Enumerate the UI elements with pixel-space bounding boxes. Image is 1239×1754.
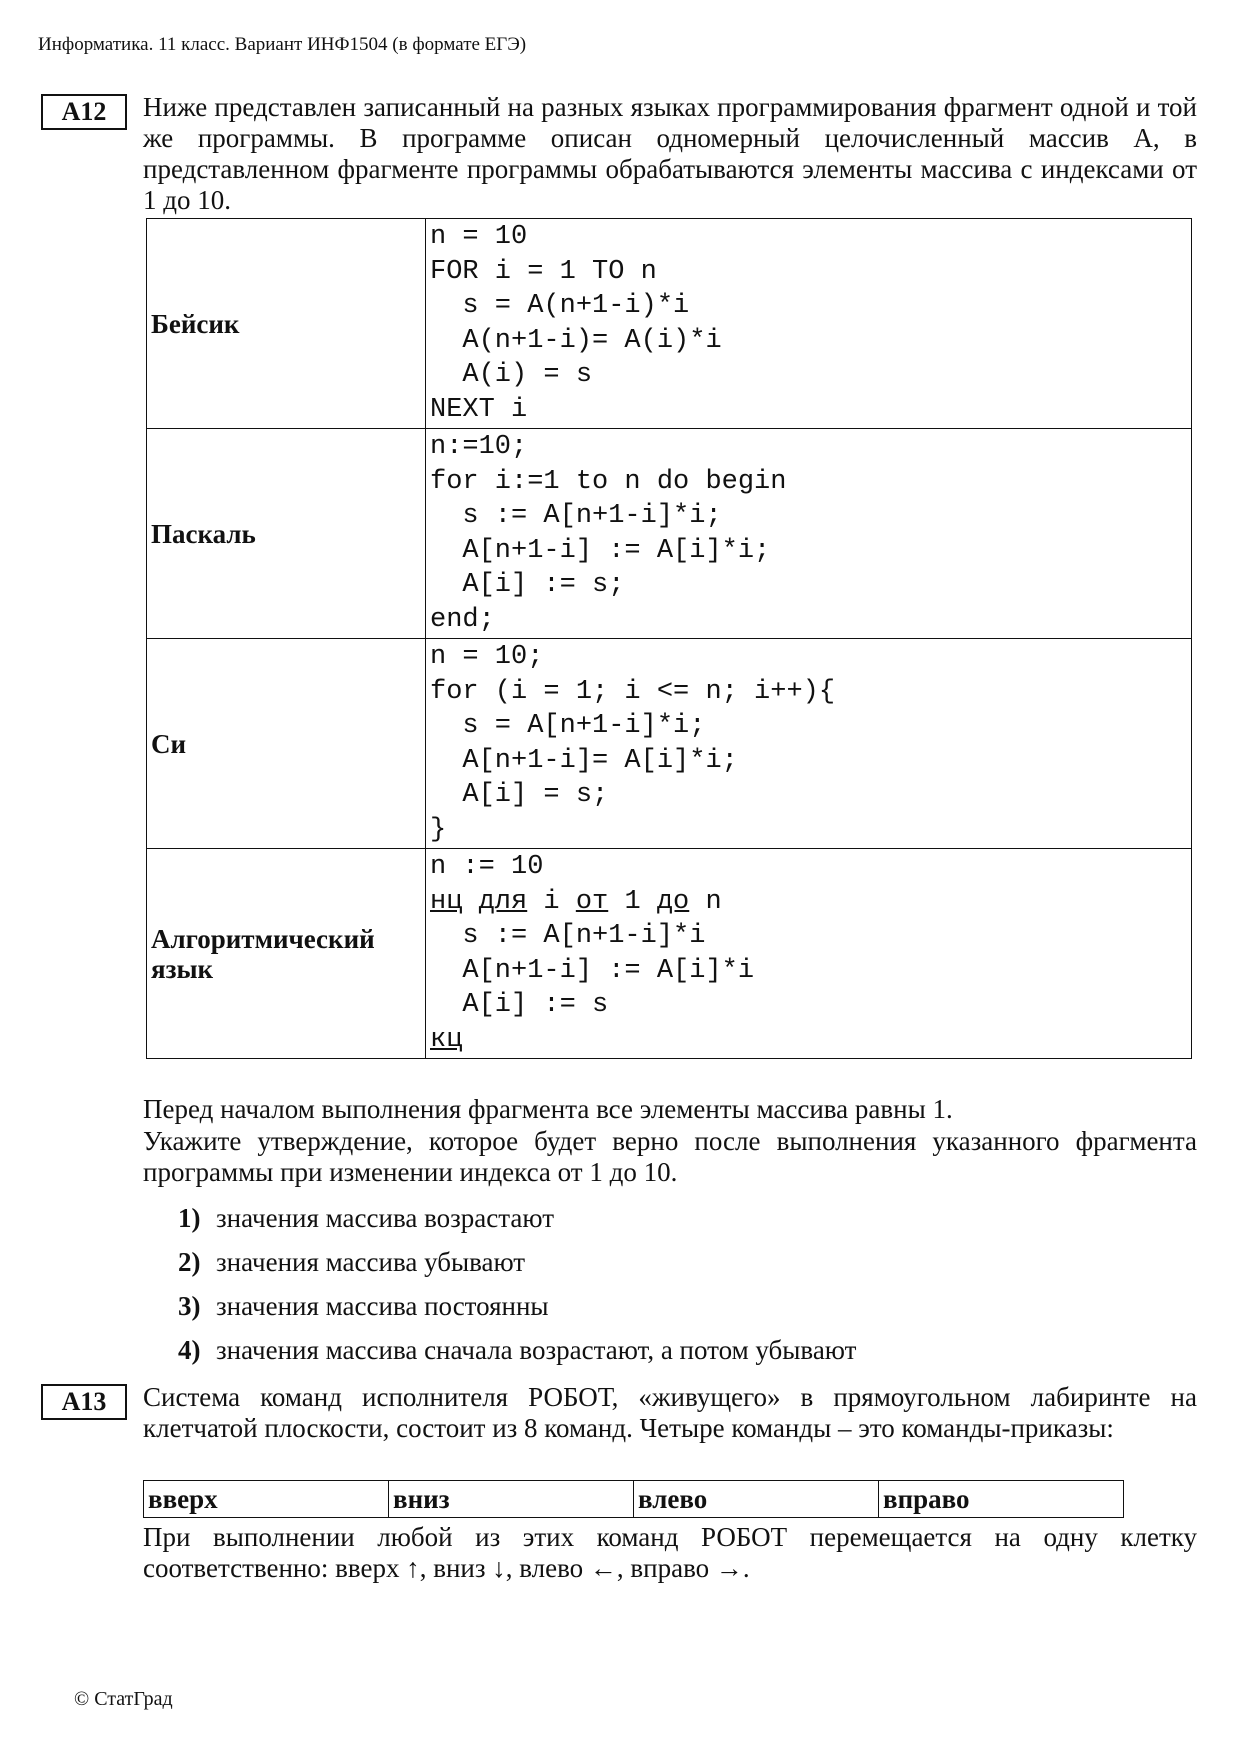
code-line: A[i] := s	[430, 990, 609, 1020]
code-line: n = 10	[430, 222, 528, 252]
option-text: значения массива сначала возрастают, а потом убывают	[216, 1335, 857, 1365]
code-line: for (i = 1; i <= n; i++){	[430, 676, 836, 707]
code-line: A[n+1-i] := A[i]*i;	[430, 535, 771, 566]
code-row-algorithmic	[147, 849, 1192, 1059]
code-line: A[n+1-i] := A[i]*i	[430, 955, 755, 986]
code-line: s := A[n+1-i]*i;	[430, 501, 722, 531]
keyword: от	[575, 886, 609, 917]
option-number: 3)	[178, 1291, 201, 1321]
command-left: влево	[634, 1481, 879, 1518]
command-up: вверх	[144, 1481, 389, 1518]
footer-copyright: © СтатГрад	[74, 1688, 173, 1710]
code-line: FOR i = 1 TO n	[430, 256, 657, 287]
loop-start: 1	[624, 886, 641, 917]
language-label: Бейсик	[147, 219, 426, 429]
keyword: для	[478, 886, 528, 917]
code-block	[426, 219, 1192, 429]
task-a12-intro: Ниже представлен записанный на разных языках программирования фрагмент одной и той же программы. В программе описан одномерный целочисленный массив А, в представленном фрагменте программы обрабатываются элементы массива с индексами от 1 до 10.	[143, 92, 1197, 215]
loop-end: n	[705, 886, 722, 917]
code-line: n := 10	[430, 852, 544, 882]
code-block	[426, 849, 1192, 1059]
task-a12-note: Перед началом выполнения фрагмента все элементы массива равны 1.	[143, 1094, 953, 1124]
code-line: n:=10;	[430, 432, 528, 462]
answer-option	[178, 1196, 856, 1240]
code-line: end;	[430, 604, 495, 635]
option-number: 2)	[178, 1247, 201, 1277]
code-row-pascal	[147, 429, 1192, 639]
option-number: 4)	[178, 1335, 201, 1365]
language-label: Алгоритмический язык	[147, 849, 426, 1059]
code-line: A(i) = s	[430, 360, 593, 390]
code-line: }	[430, 814, 447, 845]
task-a13-after: При выполнении любой из этих команд РОБОТ перемещается на одну клетку соответственно: вверх ↑, вниз ↓, влево ←, вправо →.	[143, 1522, 1197, 1583]
code-row-basic	[147, 219, 1192, 429]
code-line: NEXT i	[430, 394, 528, 425]
code-table	[146, 218, 1192, 1059]
code-line: s = A[n+1-i]*i;	[430, 711, 706, 741]
code-line: A[n+1-i]= A[i]*i;	[430, 745, 738, 776]
code-line: A[i] := s;	[430, 570, 625, 600]
code-line: for i:=1 to n do begin	[430, 466, 787, 497]
command-row	[144, 1481, 1124, 1518]
option-text: значения массива возрастают	[216, 1203, 555, 1233]
command-table	[143, 1480, 1124, 1518]
task-label-a12: A12	[41, 94, 127, 130]
option-text: значения массива постоянны	[216, 1291, 549, 1321]
keyword-end: кц	[430, 1024, 463, 1055]
code-line: s := A[n+1-i]*i	[430, 921, 706, 951]
answer-options	[178, 1196, 856, 1372]
page-header: Информатика. 11 класс. Вариант ИНФ1504 (в формате ЕГЭ)	[38, 34, 527, 55]
code-line: A(n+1-i)= A(i)*i	[430, 325, 722, 356]
code-block	[426, 639, 1192, 849]
loop-var: i	[543, 886, 560, 917]
keyword: нц	[430, 886, 463, 917]
code-line: s = A(n+1-i)*i	[430, 291, 690, 321]
language-label: Си	[147, 639, 426, 849]
language-label: Паскаль	[147, 429, 426, 639]
code-line-loop	[430, 885, 1187, 920]
answer-option	[178, 1240, 856, 1284]
answer-option	[178, 1328, 856, 1372]
keyword: до	[656, 886, 690, 917]
task-a12-question: Укажите утверждение, которое будет верно после выполнения указанного фрагмента программы при изменении индекса от 1 до 10.	[143, 1126, 1197, 1187]
option-text: значения массива убывают	[216, 1247, 526, 1277]
code-block	[426, 429, 1192, 639]
task-label-a13: A13	[41, 1384, 127, 1420]
code-line: n = 10;	[430, 642, 544, 672]
code-line: A[i] = s;	[430, 780, 609, 810]
command-down: вниз	[389, 1481, 634, 1518]
answer-option	[178, 1284, 856, 1328]
task-a13-intro: Система команд исполнителя РОБОТ, «живущего» в прямоугольном лабиринте на клетчатой плоскости, состоит из 8 команд. Четыре команды – это команды-приказы:	[143, 1382, 1197, 1443]
option-number: 1)	[178, 1203, 201, 1233]
command-right: вправо	[879, 1481, 1124, 1518]
code-row-c	[147, 639, 1192, 849]
